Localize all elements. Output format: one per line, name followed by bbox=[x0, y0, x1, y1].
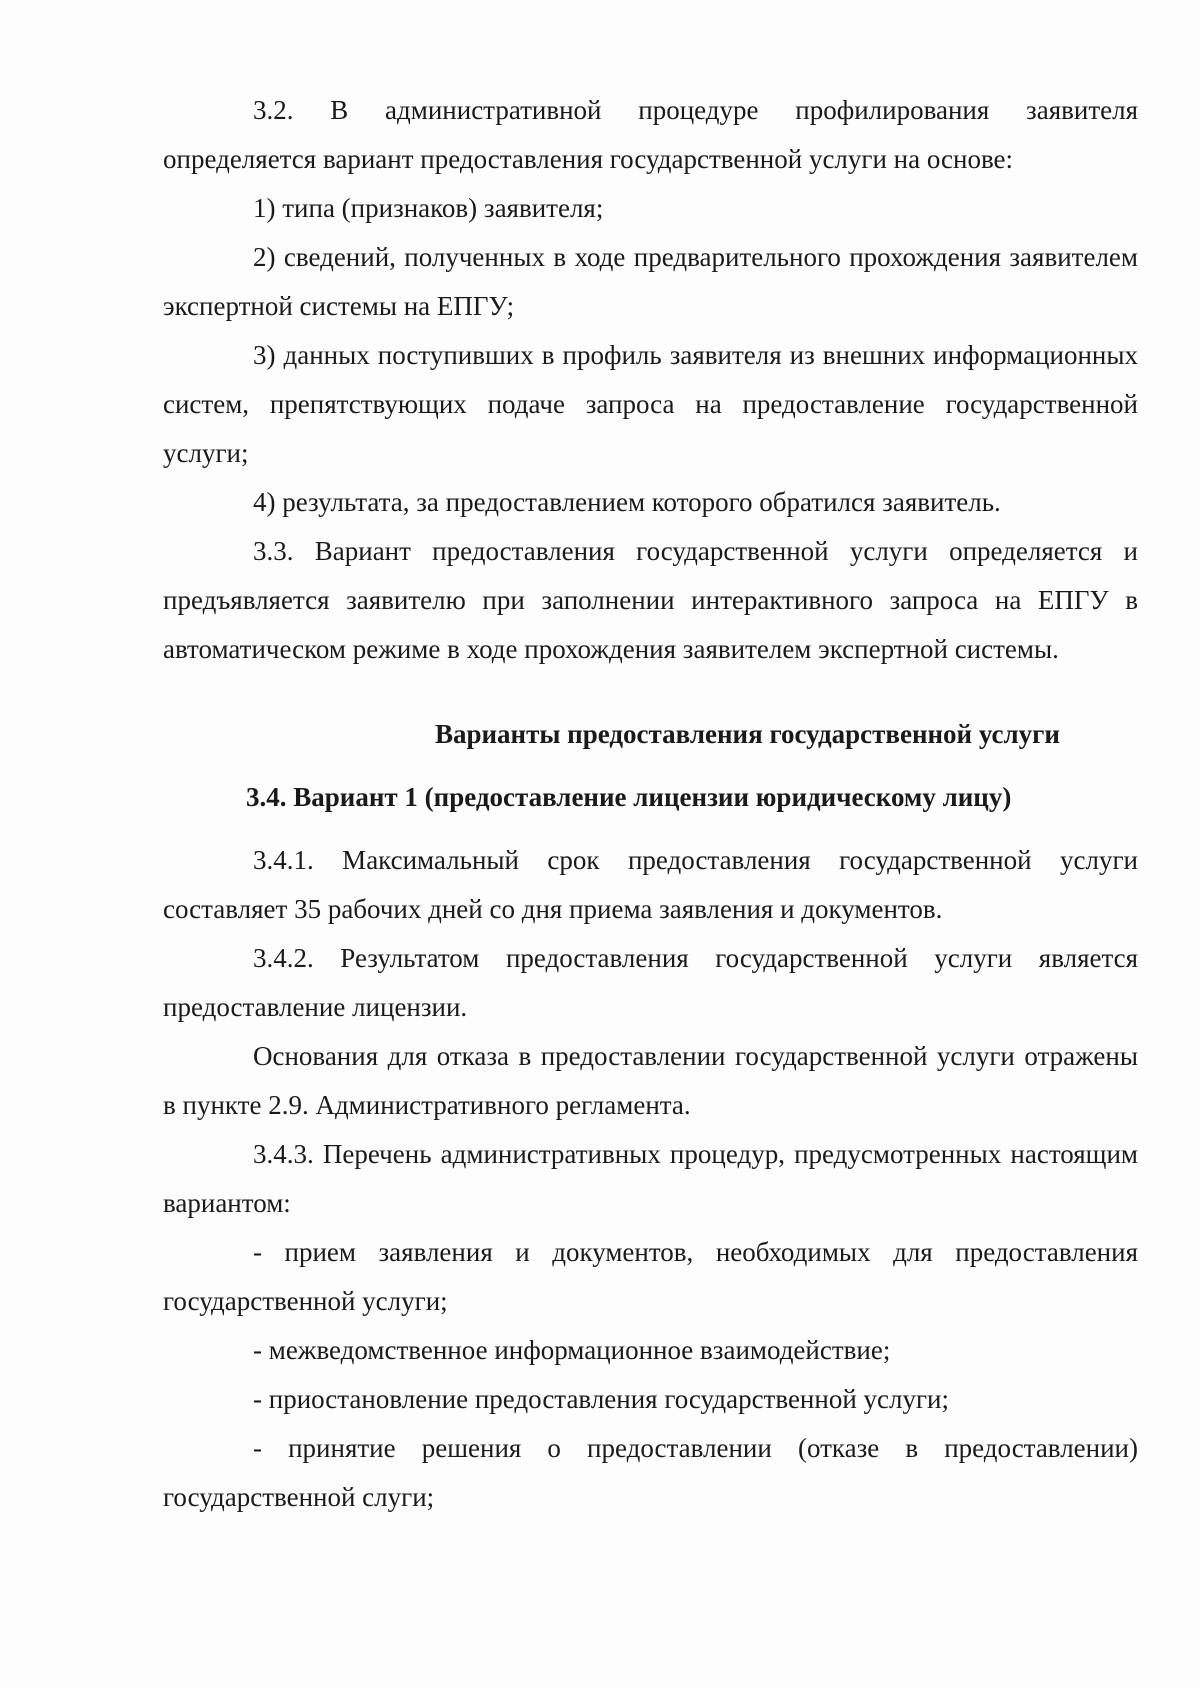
paragraph-3-4-1: 3.4.1. Максимальный срок предоставления государственной услуги составляет 35 рабочих дней со дня приема заявления и документов. bbox=[163, 845, 1138, 924]
list-item-2: 2) сведений, полученных в ходе предварительного прохождения заявителем экспертной системы на ЕПГУ; bbox=[163, 242, 1138, 321]
list-item-3: 3) данных поступивших в профиль заявителя из внешних информационных систем, препятствующих подаче запроса на предоставление государственной услуги; bbox=[163, 340, 1138, 468]
paragraph-3-3: 3.3. Вариант предоставления государственной услуги определяется и предъявляется заявителю при заполнении интерактивного запроса на ЕПГУ в автоматическом режиме в ходе прохождения заявителем экспертной системы. bbox=[163, 536, 1138, 664]
document-body bbox=[163, 86, 1138, 1522]
procedure-item-4: - принятие решения о предоставлении (отказе в предоставлении) государственной слуги; bbox=[163, 1433, 1138, 1512]
procedure-item-2: - межведомственное информационное взаимодействие; bbox=[253, 1335, 891, 1365]
list-item-4: 4) результата, за предоставлением которого обратился заявитель. bbox=[253, 487, 1001, 517]
list-item-1: 1) типа (признаков) заявителя; bbox=[253, 193, 604, 223]
procedure-item-1: - прием заявления и документов, необходимых для предоставления государственной услуги; bbox=[163, 1237, 1138, 1316]
paragraph-refusal-grounds: Основания для отказа в предоставлении государственной услуги отражены в пункте 2.9. Административного регламента. bbox=[163, 1041, 1138, 1120]
section-title: Варианты предоставления государственной услуги bbox=[434, 719, 1060, 749]
procedure-item-3: - приостановление предоставления государственной услуги; bbox=[253, 1384, 950, 1414]
variant-title: 3.4. Вариант 1 (предоставление лицензии юридическому лицу) bbox=[246, 782, 1012, 812]
paragraph-3-4-2: 3.4.2. Результатом предоставления государственной услуги является предоставление лицензии. bbox=[163, 943, 1138, 1022]
paragraph-3-2: 3.2. В административной процедуре профилирования заявителя определяется вариант предоставления государственной услуги на основе: bbox=[163, 95, 1138, 174]
paragraph-3-4-3: 3.4.3. Перечень административных процедур, предусмотренных настоящим вариантом: bbox=[163, 1139, 1138, 1218]
